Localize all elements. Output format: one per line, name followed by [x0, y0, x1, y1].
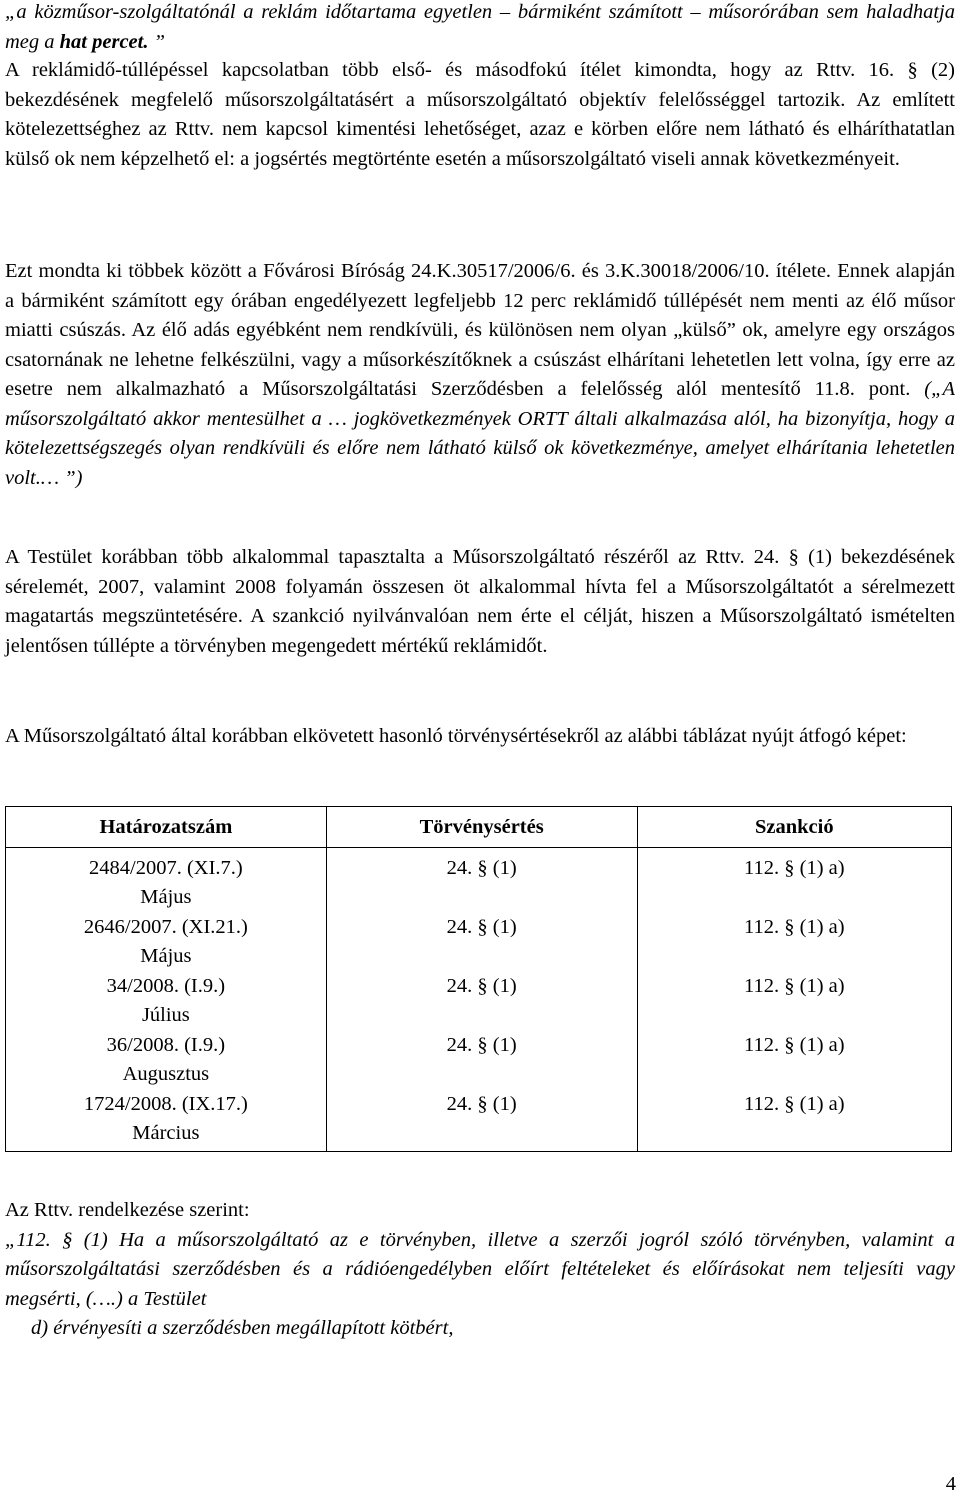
table-row [6, 1090, 952, 1152]
quote-top [5, 0, 955, 57]
decision-month: Május [140, 886, 192, 908]
court-ruling-quote: („A műsorszolgáltató akkor mentesülhet a … jogkövetkezmények ORTT általi alkalmazása alól, ha bizonyítja, hogy a kötelezettségszegés olyan rendkívüli és előre nem látható külső ok következménye, amelyet elhárítania lehetetlen volt.… ”) [5, 378, 955, 489]
header-decision-number: Határozatszám [6, 807, 327, 848]
court-ruling-text: Ezt mondta ki többek között a Fővárosi Bíróság 24.K.30517/2006/6. és 3.K.30018/2006/10. ítélete. Ennek alapján a bármiként számított egy órában engedélyezett legfeljebb 12 perc reklámidő túllépését nem menti az élő műsor miatti csúszás. Az élő adás egyébként nem rendkívüli, és különösen nem olyan „külső” ok, amelyre egy országos csatornának ne lehetne felkészülni, vagy a műsorkészítőknek a csúszást elhárítani lehetetlen lett volna, így erre az esetre nem alkalmazható a Műsorszolgáltatási Szerződésben a felelősség alól mentesítő 11.8. pont. [5, 260, 955, 400]
table-row [6, 972, 952, 1031]
table-row [6, 847, 952, 913]
decision-number: 2646/2007. (XI.21.) [83, 915, 248, 938]
statute-intro: Az Rttv. rendelkezése szerint: [5, 1199, 250, 1221]
cell-sanction: 112. § (1) a) [637, 1031, 951, 1090]
paragraph-court-ruling [5, 257, 955, 493]
paragraph-repeated-violations: A Testület korábban több alkalommal tapasztalta a Műsorszolgáltató részéről az Rttv. 24. § (1) bekezdésének sérelemét, 2007, valamint 2008 folyamán összesen öt alkalommal hívta fel a Műsorszolgáltatót a sérelmezett magatartás megszüntetésére. A szankció nyilvánvalóan nem érte el célját, hiszen a Műsorszolgáltató ismételten jelentősen túllépte a törvényben megengedett mértékű reklámidőt. [5, 546, 955, 657]
decision-month: Augusztus [122, 1063, 210, 1085]
header-sanction: Szankció [637, 807, 951, 848]
cell-sanction: 112. § (1) a) [637, 1090, 951, 1152]
cell-violation: 24. § (1) [326, 913, 637, 972]
quote-top-bold: hat percet. [59, 30, 149, 53]
page-number: 4 [945, 1473, 956, 1495]
cell-violation: 24. § (1) [326, 972, 637, 1031]
decision-number: 1724/2008. (IX.17.) [83, 1092, 248, 1115]
cell-decision [6, 847, 327, 913]
cell-decision [6, 972, 327, 1031]
decision-number: 34/2008. (I.9.) [106, 974, 226, 997]
quote-top-text: „a közműsor-szolgáltatónál a reklám időtartama egyetlen – bármiként számított – műsorórában sem haladhatja meg a [5, 1, 955, 53]
table-header-row [6, 807, 952, 848]
cell-sanction: 112. § (1) a) [637, 913, 951, 972]
violations-table [5, 806, 952, 1152]
cell-decision [6, 1090, 327, 1152]
decision-number: 2484/2007. (XI.7.) [89, 856, 243, 879]
paragraph-liability: A reklámidő-túllépéssel kapcsolatban több első- és másodfokú ítélet kimondta, hogy az Rttv. 16. § (2) bekezdésének megfelelő műsorszolgáltatásért a műsorszolgáltató objektív felelősséggel tartozik. Az említett kötelezettséghez az Rttv. nem kapcsol kimentési lehetőséget, azaz e körben előre nem látható és elháríthatatlan külső ok nem képzelhető el: a jogsértés megtörténte esetén a műsorszolgáltató viseli annak következményeit. [5, 59, 955, 170]
cell-sanction: 112. § (1) a) [637, 972, 951, 1031]
table-row [6, 913, 952, 972]
decision-month: Március [132, 1122, 200, 1144]
cell-decision [6, 1031, 327, 1090]
decision-number: 36/2008. (I.9.) [106, 1033, 226, 1056]
cell-violation: 24. § (1) [326, 1031, 637, 1090]
statute-quote: „112. § (1) Ha a műsorszolgáltató az e törvényben, illetve a szerzői jogról szóló törvényben, valamint a műsorszolgáltatási szerződésben és a rádióengedélyben előírt feltételeket és előírásokat nem teljesíti vagy megsérti, (….) a Testület [5, 1228, 955, 1310]
statute-item-d: d) érvényesíti a szerződésben megállapított kötbért, [31, 1317, 454, 1339]
statute-section [5, 1196, 955, 1344]
cell-violation: 24. § (1) [326, 847, 637, 913]
decision-month: Május [140, 945, 192, 967]
cell-sanction: 112. § (1) a) [637, 847, 951, 913]
header-violation: Törvénysértés [326, 807, 637, 848]
cell-violation: 24. § (1) [326, 1090, 637, 1152]
quote-top-end: ” [148, 30, 166, 53]
paragraph-table-intro: A Műsorszolgáltató által korábban elkövetett hasonló törvénysértésekről az alábbi táblázat nyújt átfogó képet: [5, 725, 907, 747]
cell-decision [6, 913, 327, 972]
table-row [6, 1031, 952, 1090]
decision-month: Július [141, 1004, 190, 1026]
